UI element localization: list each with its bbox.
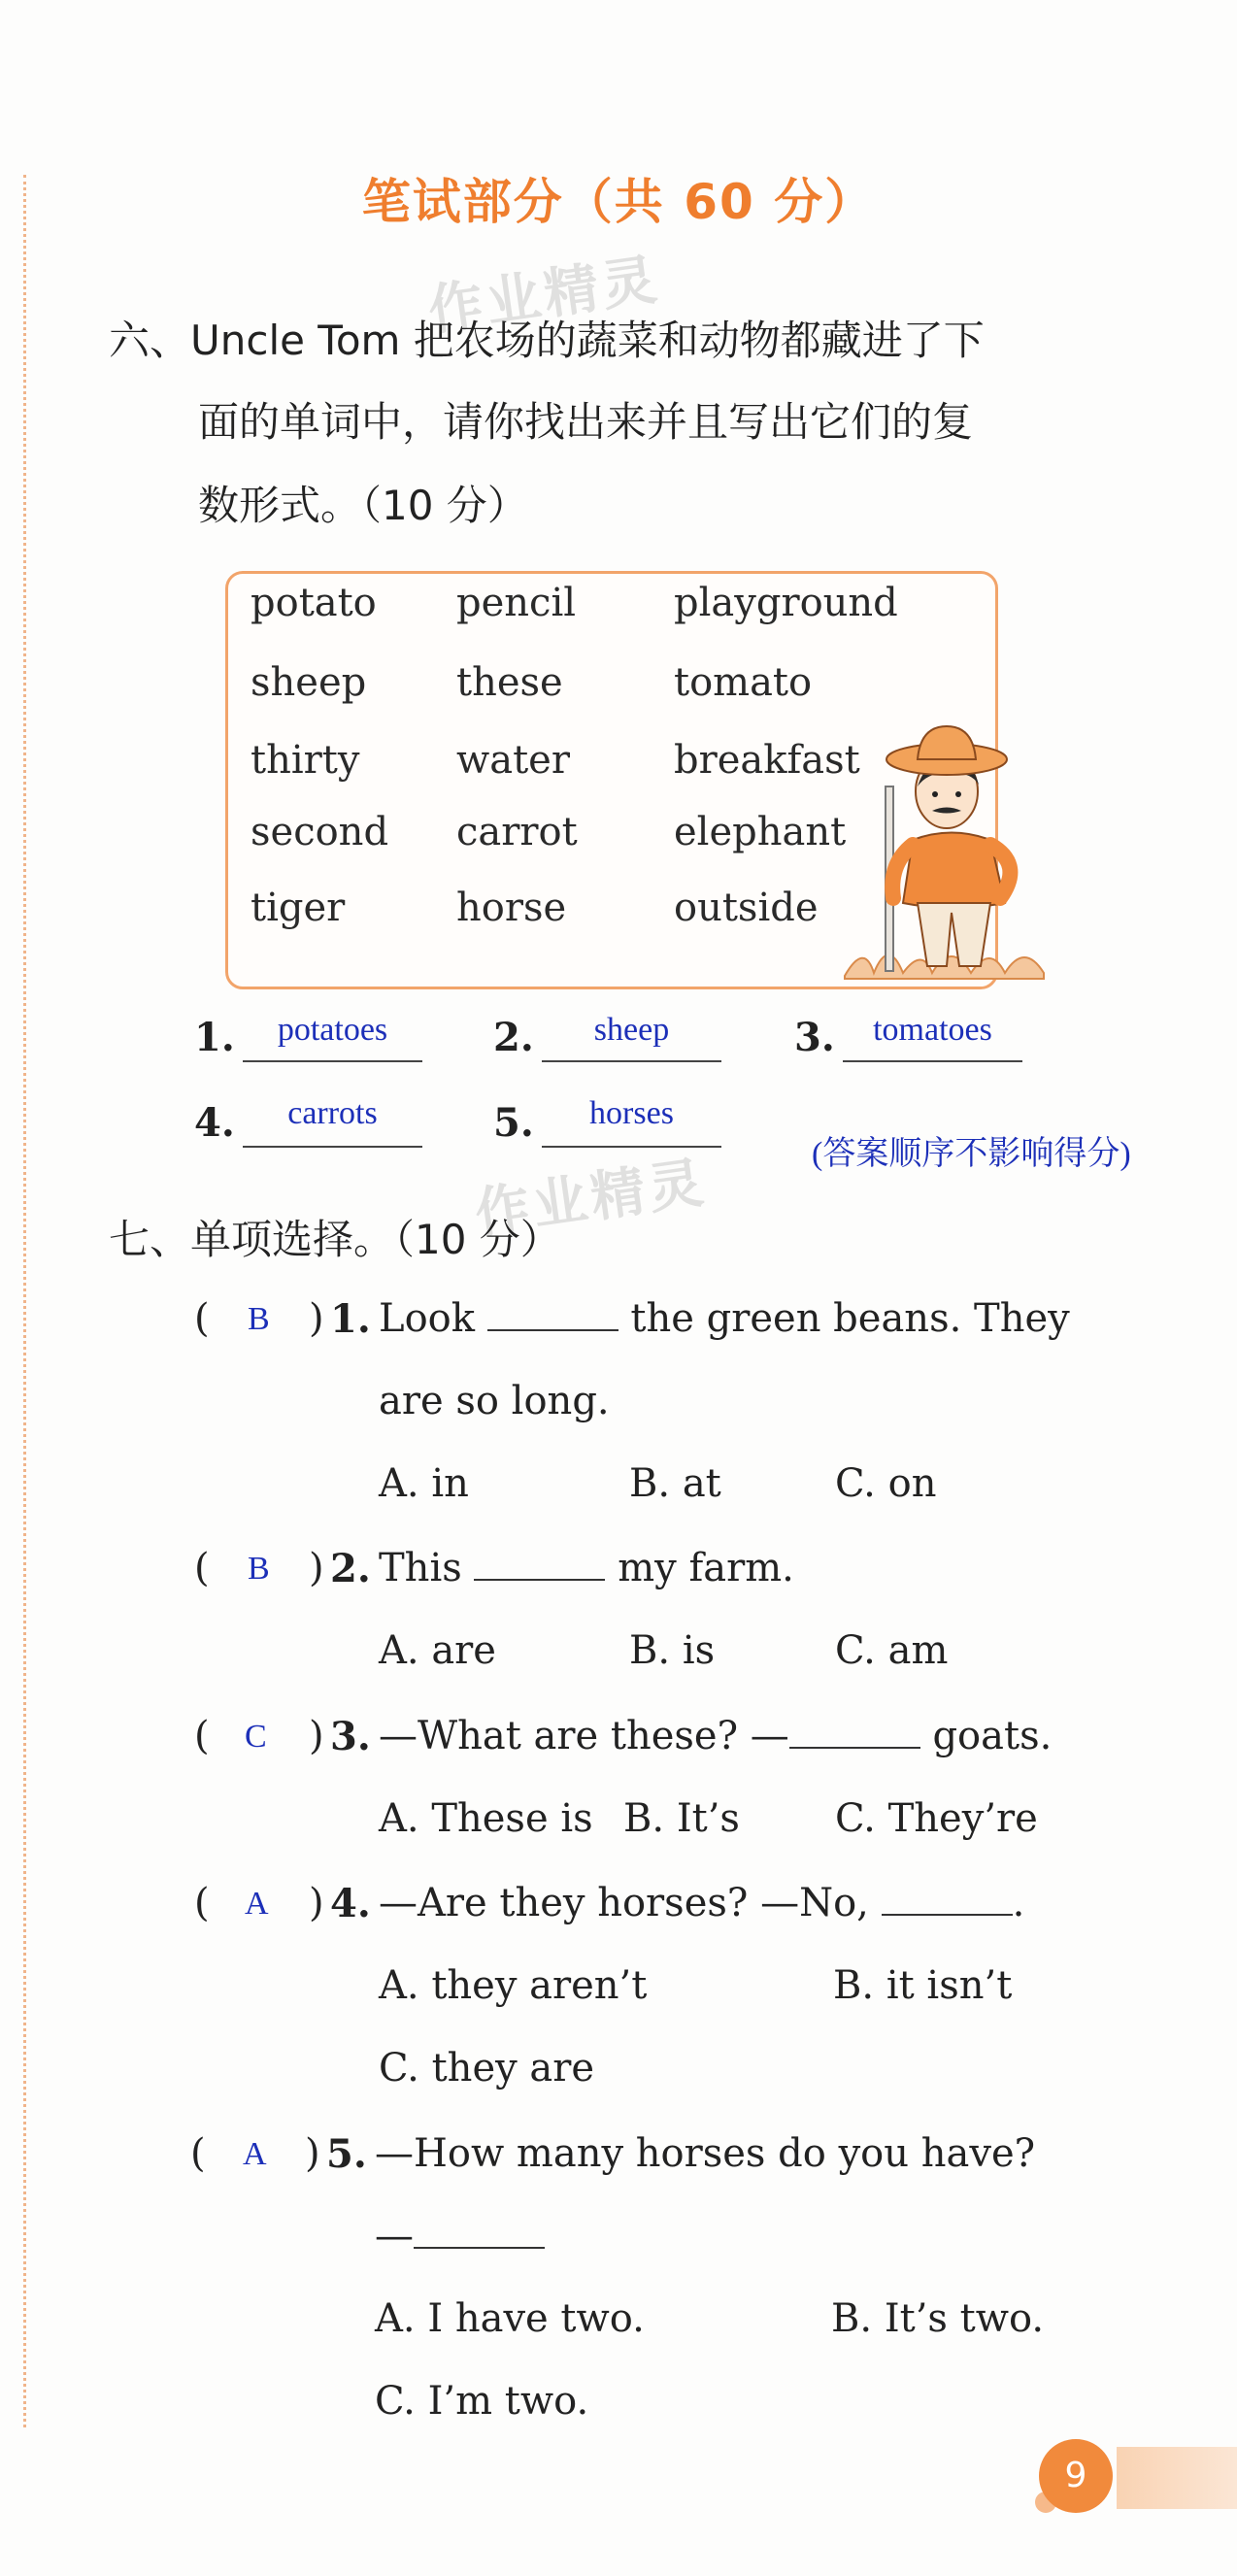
answer-paren-open: ( [194, 1714, 210, 1758]
option: C. They’re [835, 1796, 1038, 1841]
word-item: these [456, 660, 563, 705]
answer-number: 1. [194, 1015, 235, 1060]
answer-text: tomatoes [873, 1012, 992, 1048]
word-item: tomato [674, 660, 813, 705]
answer-number: 4. [194, 1100, 235, 1146]
answer-paren-close: ) [309, 1546, 324, 1590]
margin-dotted-line [23, 175, 26, 2427]
word-item: pencil [456, 581, 577, 625]
question-number: 4. [330, 1881, 371, 1926]
option: C. on [835, 1461, 937, 1506]
section6-heading-line3: 数形式。（10 分） [198, 482, 528, 529]
choice-answer: B [248, 1301, 270, 1337]
answer-number: 3. [794, 1015, 835, 1060]
question-text: —What are these? — goats. [379, 1714, 1053, 1758]
answer-number: 2. [493, 1015, 534, 1060]
option: B. It’s two. [831, 2296, 1045, 2341]
answer-line [243, 1146, 422, 1148]
option: B. it isn’t [833, 1963, 1013, 2008]
answer-line [542, 1060, 721, 1062]
choice-answer: B [248, 1551, 270, 1587]
word-item: potato [251, 581, 377, 625]
option: C. I’m two. [375, 2379, 589, 2424]
answer-paren-open: ( [190, 2131, 206, 2176]
watermark: 作业精灵 [471, 1151, 711, 1247]
question-text: — [375, 2214, 545, 2258]
option: C. they are [379, 2046, 595, 2091]
answer-text: carrots [287, 1095, 378, 1131]
choice-answer: C [245, 1719, 267, 1755]
answer-paren-close: ) [309, 1714, 324, 1758]
word-item: horse [456, 886, 567, 930]
option: A. are [379, 1628, 496, 1673]
word-item: second [251, 810, 389, 854]
answer-paren-close: ) [309, 1296, 324, 1341]
farmer-illustration [835, 719, 1058, 981]
question-number: 3. [330, 1714, 371, 1759]
choice-answer: A [245, 1886, 269, 1922]
word-item: outside [674, 886, 819, 930]
question-number: 2. [330, 1546, 371, 1591]
option: A. they aren’t [379, 1963, 648, 2008]
option: B. It’s [623, 1796, 740, 1841]
answer-paren-open: ( [194, 1881, 210, 1925]
option: A. I have two. [375, 2296, 645, 2341]
answer-line [843, 1060, 1022, 1062]
answer-paren-close: ) [305, 2131, 320, 2176]
choice-answer: A [243, 2136, 267, 2172]
watermark: 作业精灵 [424, 248, 664, 344]
word-item: sheep [251, 660, 367, 705]
answer-paren-open: ( [194, 1546, 210, 1590]
page-number-band [1117, 2447, 1237, 2509]
answer-text: horses [589, 1095, 674, 1131]
page-title: 笔试部分（共 60 分） [361, 174, 876, 230]
section6-heading-line1: 六、Uncle Tom 把农场的蔬菜和动物都藏进了下 [109, 317, 985, 364]
question-number: 1. [330, 1296, 371, 1342]
word-item: breakfast [674, 738, 860, 783]
answer-text: sheep [593, 1012, 670, 1048]
option: B. is [629, 1628, 716, 1673]
word-item: carrot [456, 810, 578, 854]
answer-number: 5. [493, 1100, 534, 1146]
question-text: —Are they horses? —No, . [379, 1881, 1025, 1925]
section7-heading: 七、单项选择。（10 分） [109, 1216, 561, 1263]
word-item: playground [674, 581, 898, 625]
option: B. at [629, 1461, 721, 1506]
section6-heading-line2: 面的单词中，请你找出来并且写出它们的复 [198, 398, 974, 446]
question-number: 5. [326, 2131, 367, 2177]
option: A. These is [379, 1796, 593, 1841]
answer-paren-open: ( [194, 1296, 210, 1341]
answer-note: (答案顺序不影响得分) [812, 1136, 1131, 1172]
word-item: tiger [251, 886, 346, 930]
page-number: 9 [1039, 2439, 1113, 2513]
answer-line [542, 1146, 721, 1148]
word-item: thirty [251, 738, 360, 783]
question-text: —How many horses do you have? [375, 2131, 1036, 2176]
answer-line [243, 1060, 422, 1062]
option: C. am [835, 1628, 949, 1673]
word-item: elephant [674, 810, 847, 854]
question-text: Look the green beans. They [379, 1296, 1070, 1341]
option: A. in [379, 1461, 469, 1506]
answer-text: potatoes [277, 1012, 388, 1048]
question-text: This my farm. [379, 1546, 794, 1590]
answer-paren-close: ) [309, 1881, 324, 1925]
question-text: are so long. [379, 1379, 610, 1423]
word-item: water [456, 738, 570, 783]
